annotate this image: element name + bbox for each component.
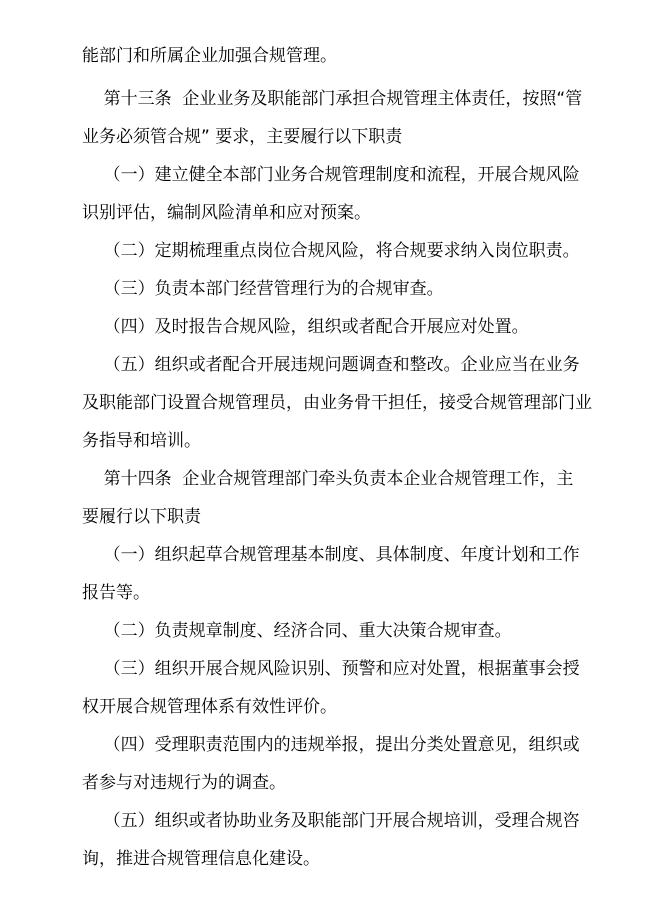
article-13-item-3 [82, 270, 582, 308]
text-line: （四）及时报告合规风险，组织或者配合开展应对处置。 [82, 317, 529, 337]
text-line: 及职能部门设置合规管理员，由业务骨干担任，接受合规管理部门业 [82, 393, 592, 414]
text-line: （四）受理职责范围内的违规举报，提出分类处置意见，组织或 [82, 735, 580, 755]
article-14 [82, 460, 582, 536]
article-14-item-4 [82, 726, 582, 802]
article-14-item-3 [82, 650, 582, 726]
article-13-item-5 [82, 346, 592, 461]
text-line: （五）组织或者协助业务及职能部门开展合规培训，受理合规咨 [82, 811, 580, 831]
article-13 [82, 80, 582, 156]
article-13-item-2 [82, 232, 582, 270]
text-line: 业务必须管合规” 要求，主要履行以下职责 [82, 127, 403, 148]
text-line: （一）建立健全本部门业务合规管理制度和流程，开展合规风险 [82, 165, 580, 185]
text-line: 务指导和培训。 [82, 431, 201, 452]
article-13-item-4 [82, 308, 582, 346]
paragraph-continuation [82, 37, 582, 75]
text-line: （三）组织开展合规风险识别、预警和应对处置，根据董事会授 [82, 659, 580, 679]
text-line: （二）负责规章制度、经济合同、重大决策合规审查。 [82, 621, 512, 641]
article-13-item-1 [82, 156, 582, 232]
text-line: 能部门和所属企业加强合规管理。 [82, 46, 337, 66]
text-line: 识别评估，编制风险清单和应对预案。 [82, 203, 371, 224]
text-line: 者参与对违规行为的调查。 [82, 773, 286, 794]
text-line: 报告等。 [82, 583, 150, 604]
article-14-item-1 [82, 536, 582, 612]
text-line: （三）负责本部门经营管理行为的合规审查。 [82, 279, 444, 299]
text-line: 权开展合规管理体系有效性评价。 [82, 697, 337, 718]
text-line: （五）组织或者配合开展违规问题调查和整改。企业应当在业务 [82, 355, 580, 375]
text-line: 询，推进合规管理信息化建设。 [82, 849, 320, 870]
article-14-item-5 [82, 802, 582, 878]
text-line: （二）定期梳理重点岗位合规风险，将合规要求纳入岗位职责。 [82, 241, 580, 261]
text-line: 第十三条 企业业务及职能部门承担合规管理主体责任，按照“管 [82, 89, 583, 109]
text-line: 第十四条 企业合规管理部门牵头负责本企业合规管理工作，主 [82, 469, 574, 489]
text-line: 要履行以下职责 [82, 507, 201, 528]
article-14-item-2 [82, 612, 582, 650]
text-line: （一）组织起草合规管理基本制度、具体制度、年度计划和工作 [82, 545, 580, 565]
